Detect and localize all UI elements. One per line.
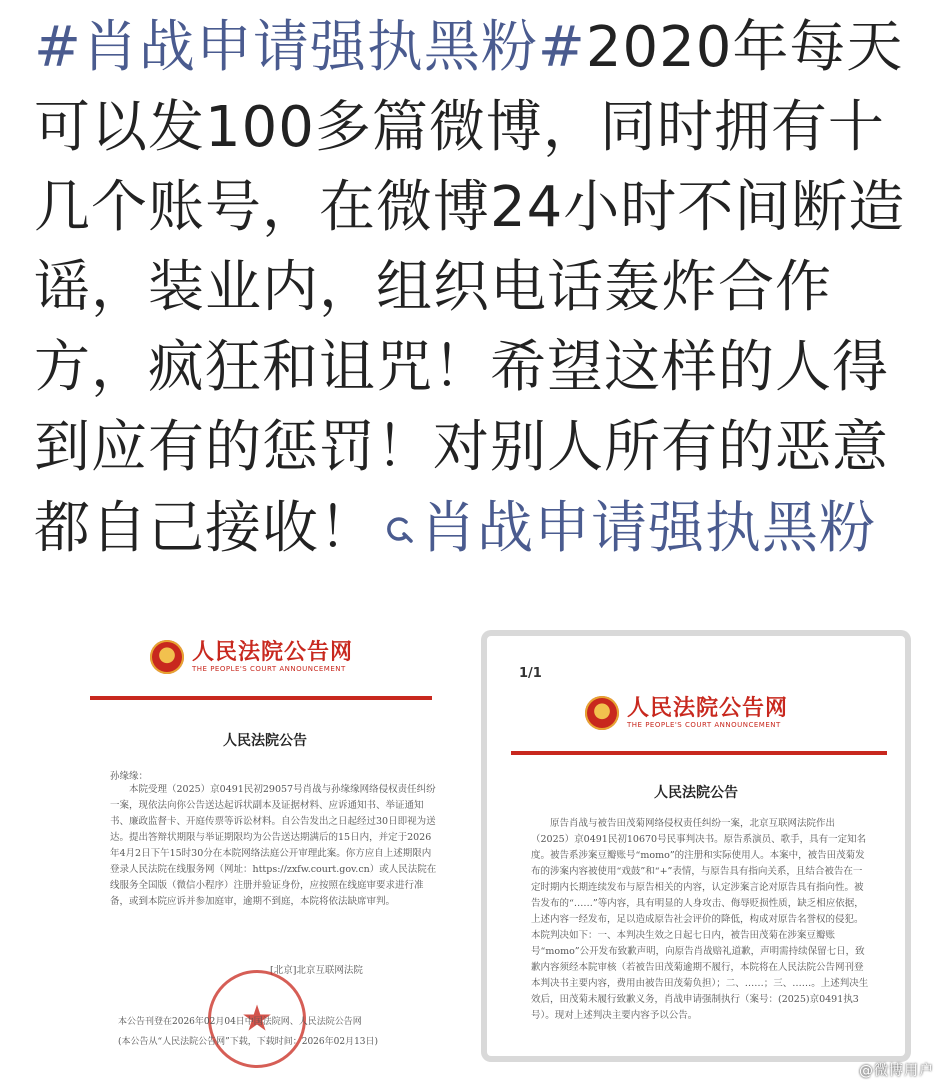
weibo-watermark: @微博用户 bbox=[859, 1063, 934, 1079]
court-logo bbox=[585, 696, 788, 730]
search-icon bbox=[382, 488, 416, 568]
notice-body: 本院受理（2025）京0491民初29057号肖战与孙缘缘网络侵权责任纠纷一案，现依法向你公告送达起诉状副本及证据材料、应诉通知书、举证通知书、廉政监督卡、开庭传票等诉讼材料。自公告发出之日起经过30日即视为送达。提出答辩状期限与举证期限均为公告送达期满后的15日内，并定于2026年4月2日下午15时30分在本院网络法庭公开审理此案。你方应自上述期限内登录人民法院在线服务网（网址：https://zxfw.court.gov.cn）或人民法院在线服务全国版（微信小程序）注册并验证身份，应按照在线庭审要求进行准备，或到本院应诉并参加庭审，逾期不到庭，本院将依法缺席审判。 bbox=[110, 784, 437, 907]
court-notice-image-left[interactable] bbox=[80, 630, 450, 1075]
brand-name: 人民法院公告网 bbox=[192, 640, 354, 665]
search-topic-label: 肖战申请强执黑粉 bbox=[420, 496, 876, 562]
post-text bbox=[34, 8, 924, 576]
notice-title: 人民法院公告 bbox=[654, 785, 738, 801]
red-divider bbox=[90, 696, 432, 700]
court-name: [北京]北京互联网法院 bbox=[270, 965, 363, 976]
brand-name-en: THE PEOPLE'S COURT ANNOUNCEMENT bbox=[627, 721, 781, 729]
notice-addressee: 孙缘缘： bbox=[110, 771, 149, 782]
notice-footer-publication: 本公告刊登在2026年02月04日中国法院网、人民法院公告网 bbox=[118, 1017, 362, 1027]
court-notice-image-right[interactable] bbox=[481, 630, 911, 1062]
notice-body: 原告肖战与被告田茂菊网络侵权责任纠纷一案，北京互联网法院作出（2025）京0491民初10670号民事判决书。原告系演员、歌手，具有一定知名度。被告系涉案豆瓣账号“momo”的注册和实际使用人。本案中，被告田茂菊发布的涉案内容被使用“戏鼓”和“+”表情，与原告具有指向关系，且结合被告在一定时期内长期连续发布与原告相关的内容，认定涉案言论对原告具有指向性。被告发布的“……”等内容，具有明显的人身攻击、侮辱贬损性质，缺乏相应依据，上述内容一经发布，足以造成原告社会评价的降低，构成对原告名誉权的侵犯。本院判决如下：一、本判决生效之日起七日内，被告田茂菊在涉案豆瓣账号“momo”公开发布致歉声明，向原告肖战赔礼道歉，声明需持续保留七日，致歉内容须经本院审核（若被告田茂菊逾期不履行，本院将在人民法院公告网刊登本判决书主要内容，费用由被告田茂菊负担）；二、……；三、……。上述判决生效后，田茂菊未履行致歉义务，肖战申请强制执行（案号：(2025)京0491执3号）。现对上述判决主要内容予以公告。 bbox=[531, 818, 869, 1021]
page-indicator: 1/1 bbox=[519, 666, 542, 681]
brand-name-en: THE PEOPLE'S COURT ANNOUNCEMENT bbox=[192, 665, 346, 673]
hashtag-link[interactable]: #肖战申请强执黑粉# bbox=[34, 15, 586, 80]
national-emblem-icon bbox=[585, 696, 619, 730]
notice-title: 人民法院公告 bbox=[223, 733, 307, 749]
court-seal: ★ bbox=[208, 970, 306, 1068]
post-body: 2020年每天可以发100多篇微博，同时拥有十几个账号，在微博24小时不间断造谣，装业内，组织电话轰炸合作方，疯狂和诅咒！希望这样的人得到应有的惩罚！对别人所有的恶意都自己接收！ bbox=[34, 15, 906, 562]
red-divider bbox=[511, 751, 887, 755]
court-logo bbox=[150, 640, 353, 674]
notice-footer-download: (本公告从“人民法院公告网”下载，下载时间：2026年02月13日) bbox=[118, 1037, 379, 1047]
national-emblem-icon bbox=[150, 640, 184, 674]
brand-name: 人民法院公告网 bbox=[627, 696, 789, 721]
search-topic-link[interactable] bbox=[376, 496, 876, 561]
